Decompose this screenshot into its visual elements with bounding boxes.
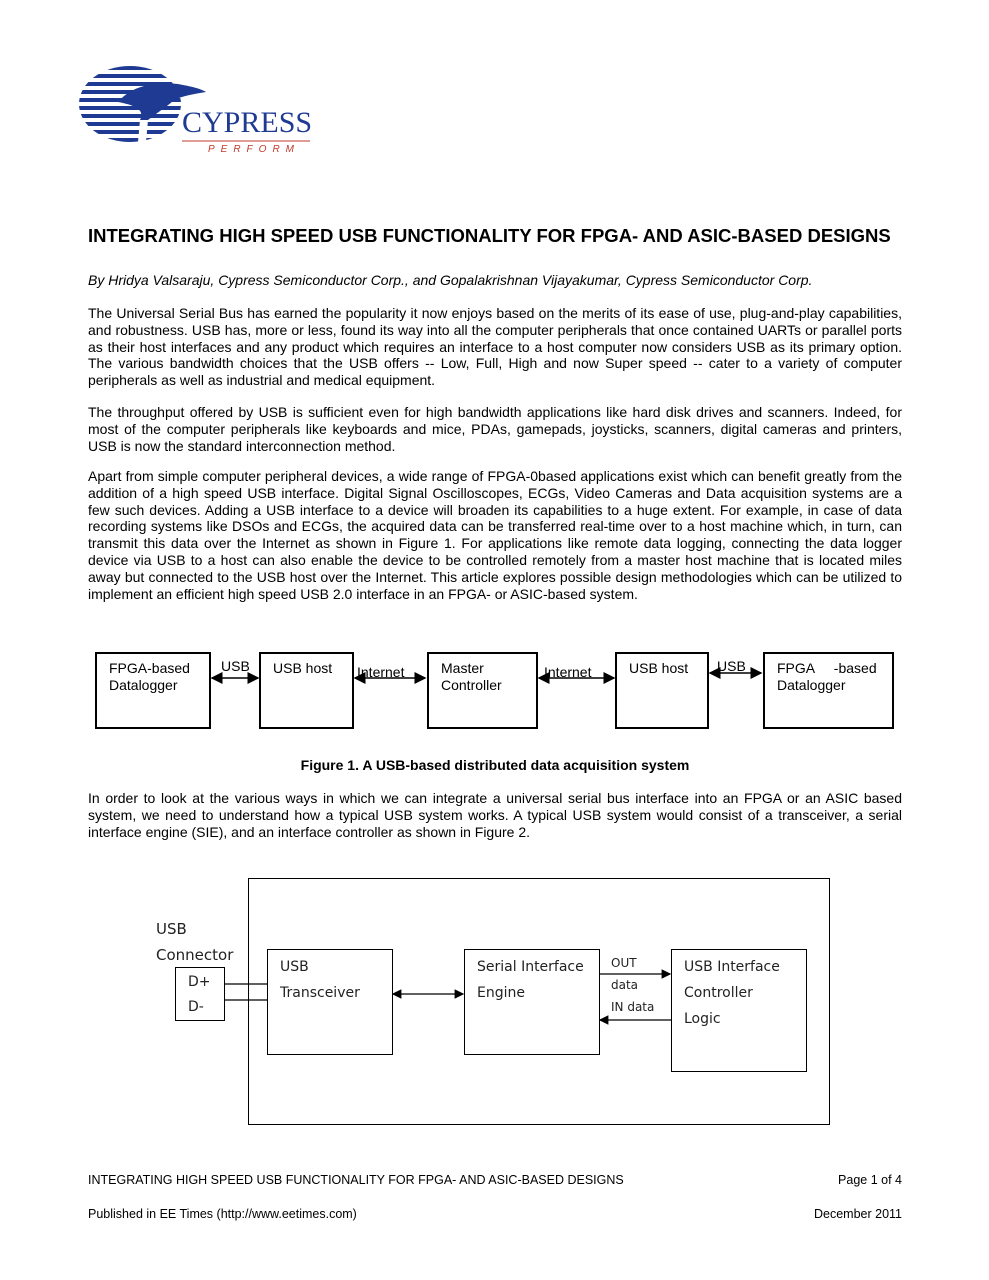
box-line: Engine bbox=[477, 985, 525, 1001]
box-line: Serial Interface bbox=[477, 959, 584, 975]
logo-wordmark: CYPRESS bbox=[182, 106, 313, 139]
out-data-label-line1: OUT bbox=[611, 956, 637, 970]
box-line: Controller bbox=[684, 985, 753, 1001]
footer-published: Published in EE Times (http://www.eetimes.com) bbox=[88, 1207, 357, 1221]
link-label-internet-right: Internet bbox=[544, 664, 592, 680]
footer-page-number: Page 1 of 4 bbox=[838, 1173, 902, 1187]
out-data-label-line2: data bbox=[611, 978, 639, 992]
box-line: Datalogger bbox=[109, 676, 178, 693]
box-line: FPGA -based bbox=[777, 660, 877, 676]
box-usb-host-right bbox=[615, 652, 709, 729]
footer-line-2 bbox=[88, 1207, 902, 1221]
box-line: FPGA-based bbox=[109, 660, 190, 676]
figure-1-diagram bbox=[88, 645, 902, 740]
pin-label: D+ bbox=[188, 974, 211, 990]
footer-date: December 2011 bbox=[813, 1207, 902, 1221]
box-line: USB host bbox=[273, 660, 333, 676]
cypress-logo bbox=[78, 62, 318, 162]
paragraph-2: The throughput offered by USB is sufficient even for high bandwidth applications like hard disk drives and scanners. Indeed, for most of the computer peripherals like keyboards and mice, PDAs, gamepads, joysticks, scanners, digital cameras and printers, USB is now the standard interconnection method. bbox=[88, 404, 902, 454]
paragraph-1: The Universal Serial Bus has earned the popularity it now enjoys based on the merits of its ease of use, plug-and-play capabilities, and robustness. USB has, more or less, found its way into all the computer peripherals that once contained UARTs or parallel ports as their host interfaces and any product which requires an interface to a host computer now considers USB as its primary option. The various bandwidth choices that the USB offers -- Low, Full, High and now Super speed -- cater to a variety of computer peripherals as well as industrial and medical equipment. bbox=[88, 305, 902, 389]
paragraph-3: Apart from simple computer peripheral devices, a wide range of FPGA-0based applications exist which can benefit greatly from the addition of a high speed USB interface. Digital Signal Oscilloscopes, ECGs, Video Cameras and Data acquisition systems are a few such devices. Adding a USB interface to a device will broaden its capabilities to a huge extent. For example, in case of data recording systems like DSOs and ECGs, the acquired data can be transferred real-time over to a host machine which, in turn, can transmit this data over the Internet as shown in Figure 1. For applications like remote data logging, connecting the data logger device via USB to a host can also enable the device to be controlled remotely from a master host machine that is located miles away but connected to the USB host over the Internet. This article explores possible design methodologies which can be utilized to implement an efficient high speed USB 2.0 interface in an FPGA- or ASIC-based system. bbox=[88, 468, 902, 602]
logo-underline-icon bbox=[78, 62, 318, 162]
box-line: Transceiver bbox=[280, 985, 360, 1001]
box-line: USB bbox=[280, 959, 309, 975]
usb-connector-label-line1: USB bbox=[156, 920, 187, 938]
logo-tagline: PERFORM bbox=[208, 144, 300, 155]
in-data-label: IN data bbox=[611, 1000, 655, 1014]
box-usb-host-left bbox=[259, 652, 354, 729]
usb-transceiver-box bbox=[267, 949, 393, 1055]
box-fpga-datalogger-left bbox=[95, 652, 211, 729]
figure-2-diagram bbox=[150, 876, 840, 1130]
box-line: Logic bbox=[684, 1011, 721, 1027]
pin-label: D- bbox=[188, 999, 204, 1015]
paragraph-4: In order to look at the various ways in which we can integrate a universal serial bus interface into an FPGA or an ASIC based system, we need to understand how a typical USB system works. A typical USB system would consist of a transceiver, a serial interface engine (SIE), and an interface controller as shown in Figure 2. bbox=[88, 790, 902, 840]
serial-interface-engine-box bbox=[464, 949, 600, 1055]
box-line: USB Interface bbox=[684, 959, 780, 975]
box-master-controller bbox=[427, 652, 538, 729]
article-byline: By Hridya Valsaraju, Cypress Semiconductor Corp., and Gopalakrishnan Vijayakumar, Cypress Semiconductor Corp. bbox=[88, 272, 813, 288]
box-line: Master bbox=[441, 660, 484, 676]
link-label-usb-left: USB bbox=[221, 658, 250, 674]
usb-connector-label-line2: Connector bbox=[156, 946, 234, 964]
box-line: Datalogger bbox=[777, 676, 846, 693]
footer-title: INTEGRATING HIGH SPEED USB FUNCTIONALITY FOR FPGA- AND ASIC-BASED DESIGNS bbox=[88, 1173, 624, 1187]
usb-connector-box bbox=[175, 967, 225, 1021]
figure-1-caption: Figure 1. A USB-based distributed data acquisition system bbox=[300, 757, 690, 773]
link-label-internet-left: Internet bbox=[357, 664, 405, 680]
footer-line-1 bbox=[88, 1173, 902, 1187]
link-label-usb-right: USB bbox=[717, 658, 746, 674]
box-line: USB host bbox=[629, 660, 689, 676]
box-line: Controller bbox=[441, 676, 502, 693]
article-title: INTEGRATING HIGH SPEED USB FUNCTIONALITY FOR FPGA- AND ASIC-BASED DESIGNS bbox=[88, 225, 891, 246]
box-fpga-datalogger-right bbox=[763, 652, 894, 729]
usb-interface-controller-box bbox=[671, 949, 807, 1072]
